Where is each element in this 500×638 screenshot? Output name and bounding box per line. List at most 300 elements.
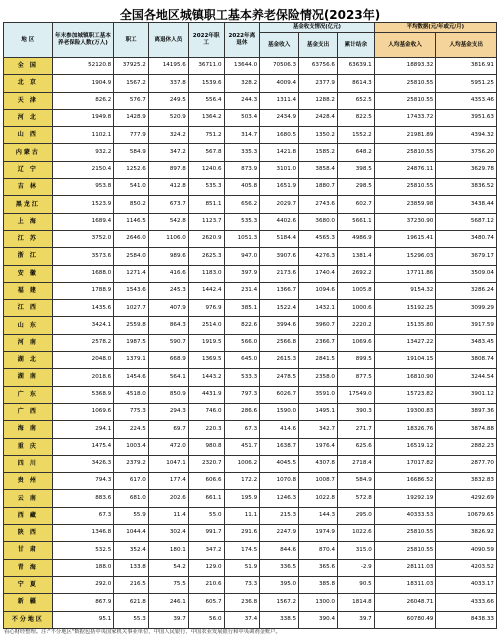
region-cell: 上 海 [4, 213, 53, 230]
value-cell: 1435.6 [52, 300, 114, 317]
page-title: 全国各地区城镇职工基本养老保险情况(2023年) [119, 8, 381, 22]
value-cell: 8438.33 [436, 611, 497, 628]
value-cell: 3836.52 [436, 179, 497, 196]
region-cell: 山 西 [4, 127, 53, 144]
header-participants: 年末参加城镇职工基本养老保险人数(万人) [52, 23, 114, 58]
value-cell: 4394.32 [436, 127, 497, 144]
value-cell: 947.0 [224, 248, 260, 265]
value-cell: 602.7 [338, 196, 375, 213]
value-cell: 1146.5 [114, 213, 149, 230]
value-cell: 564.1 [148, 369, 188, 386]
table-row [4, 352, 497, 369]
value-cell: 4333.66 [436, 594, 497, 611]
value-cell: 216.5 [114, 576, 149, 593]
value-cell: 2692.2 [338, 265, 375, 282]
region-cell: 重 庆 [4, 438, 53, 455]
value-cell: 1003.4 [114, 438, 149, 455]
value-cell: 414.6 [260, 421, 299, 438]
value-cell: 1689.4 [52, 213, 114, 230]
value-cell: 56.0 [188, 611, 224, 628]
value-cell: 390.4 [299, 611, 338, 628]
value-cell: 1252.6 [114, 161, 149, 178]
value-cell: 24876.11 [374, 161, 436, 178]
region-cell: 山 东 [4, 317, 53, 334]
value-cell: 1680.5 [260, 127, 299, 144]
value-cell: 5661.1 [338, 213, 375, 230]
value-cell: 584.9 [114, 144, 149, 161]
value-cell: 1022.8 [299, 490, 338, 507]
region-cell: 湖 南 [4, 369, 53, 386]
value-cell: 3680.0 [299, 213, 338, 230]
table-row [4, 542, 497, 559]
value-cell: 36711.0 [188, 58, 224, 75]
value-cell: 2428.4 [299, 109, 338, 126]
table-row [4, 58, 497, 75]
value-cell: 1300.0 [299, 594, 338, 611]
value-cell: 63639.1 [338, 58, 375, 75]
value-cell: 617.0 [114, 473, 149, 490]
value-cell: 1495.1 [299, 403, 338, 420]
region-cell: 新 疆 [4, 594, 53, 611]
value-cell: 15723.82 [374, 386, 436, 403]
value-cell: 25810.55 [374, 525, 436, 542]
value-cell: 822.5 [338, 109, 375, 126]
table-row [4, 525, 497, 542]
header-region: 地 区 [4, 23, 53, 58]
value-cell: 535.3 [224, 213, 260, 230]
value-cell: 25810.55 [374, 542, 436, 559]
value-cell: 95.1 [52, 611, 114, 628]
header-fund-group: 基金收支情况(亿元) [260, 23, 375, 33]
value-cell: 4518.0 [114, 386, 149, 403]
value-cell: 2559.8 [114, 317, 149, 334]
value-cell: 3438.44 [436, 196, 497, 213]
value-cell: 8614.3 [338, 75, 375, 92]
value-cell: 18326.76 [374, 421, 436, 438]
region-cell: 吉 林 [4, 179, 53, 196]
value-cell: 342.7 [299, 421, 338, 438]
value-cell: 2584.0 [114, 248, 149, 265]
table-row [4, 282, 497, 299]
value-cell: 1346.8 [52, 525, 114, 542]
value-cell: 13644.0 [224, 58, 260, 75]
value-cell: 5951.25 [436, 75, 497, 92]
value-cell: 6026.7 [260, 386, 299, 403]
value-cell: 286.6 [224, 403, 260, 420]
header-fund-expense: 基金支出 [299, 33, 338, 58]
value-cell: 39.7 [148, 611, 188, 628]
value-cell: 271.7 [338, 421, 375, 438]
value-cell: 989.6 [148, 248, 188, 265]
value-cell: 822.6 [224, 317, 260, 334]
value-cell: 18311.03 [374, 576, 436, 593]
value-cell: 3591.0 [299, 386, 338, 403]
table-row [4, 507, 497, 524]
table-row [4, 127, 497, 144]
value-cell: 1069.6 [338, 334, 375, 351]
value-cell: 133.8 [114, 559, 149, 576]
value-cell: 503.4 [224, 109, 260, 126]
value-cell: 3629.78 [436, 161, 497, 178]
region-cell: 安 徽 [4, 265, 53, 282]
value-cell: 14195.6 [148, 58, 188, 75]
value-cell: 4203.52 [436, 559, 497, 576]
value-cell: 867.9 [52, 594, 114, 611]
region-cell: 海 南 [4, 421, 53, 438]
value-cell: 412.8 [148, 179, 188, 196]
value-cell: 3994.6 [260, 317, 299, 334]
value-cell: 19615.41 [374, 230, 436, 247]
value-cell: 347.2 [188, 542, 224, 559]
region-cell: 贵 州 [4, 473, 53, 490]
value-cell: 2841.5 [299, 352, 338, 369]
region-cell: 甘 肃 [4, 542, 53, 559]
value-cell: 1443.2 [188, 369, 224, 386]
value-cell: 416.6 [148, 265, 188, 282]
value-cell: 652.5 [338, 92, 375, 109]
value-cell: 1288.2 [299, 92, 338, 109]
value-cell: 26048.71 [374, 594, 436, 611]
value-cell: 3101.0 [260, 161, 299, 178]
value-cell: 13427.22 [374, 334, 436, 351]
table-row [4, 559, 497, 576]
value-cell: 2366.7 [299, 334, 338, 351]
value-cell: 25810.55 [374, 179, 436, 196]
value-cell: 567.8 [188, 144, 224, 161]
region-cell: 全 国 [4, 58, 53, 75]
value-cell: 1381.4 [338, 248, 375, 265]
value-cell: 1567.2 [260, 594, 299, 611]
value-cell: 5184.4 [260, 230, 299, 247]
value-cell: 1421.8 [260, 144, 299, 161]
value-cell: 1814.8 [338, 594, 375, 611]
value-cell: 246.1 [148, 594, 188, 611]
value-cell: 3907.6 [260, 248, 299, 265]
value-cell: 3509.04 [436, 265, 497, 282]
table-row [4, 594, 497, 611]
value-cell: 4307.8 [299, 455, 338, 472]
value-cell: 51.9 [224, 559, 260, 576]
value-cell: 3679.17 [436, 248, 497, 265]
value-cell: 535.3 [188, 179, 224, 196]
value-cell: 1246.3 [260, 490, 299, 507]
value-cell: 3483.45 [436, 334, 497, 351]
value-cell: 25810.55 [374, 92, 436, 109]
value-cell: 365.6 [299, 559, 338, 576]
region-cell: 湖 北 [4, 352, 53, 369]
value-cell: 315.0 [338, 542, 375, 559]
table-row [4, 455, 497, 472]
table-row [4, 334, 497, 351]
value-cell: 335.3 [224, 144, 260, 161]
header-retirees-2022: 2022年离退休 [224, 23, 260, 58]
value-cell: 1976.4 [299, 438, 338, 455]
region-cell: 陕 西 [4, 525, 53, 542]
value-cell: 2358.0 [299, 369, 338, 386]
region-cell: 河 北 [4, 109, 53, 126]
value-cell: 405.8 [224, 179, 260, 196]
value-cell: 407.9 [148, 300, 188, 317]
region-cell: 河 南 [4, 334, 53, 351]
region-cell: 北 京 [4, 75, 53, 92]
value-cell: 25810.55 [374, 75, 436, 92]
value-cell: 397.9 [224, 265, 260, 282]
value-cell: 1070.8 [260, 473, 299, 490]
value-cell: 1651.9 [260, 179, 299, 196]
value-cell: 533.3 [224, 369, 260, 386]
value-cell: 1027.7 [114, 300, 149, 317]
value-cell: 850.9 [148, 386, 188, 403]
value-cell: 4431.9 [188, 386, 224, 403]
value-cell: 520.9 [148, 109, 188, 126]
value-cell: 11.4 [148, 507, 188, 524]
value-cell: 3573.6 [52, 248, 114, 265]
value-cell: 15192.25 [374, 300, 436, 317]
value-cell: 1094.6 [299, 282, 338, 299]
value-cell: 3901.12 [436, 386, 497, 403]
table-row [4, 300, 497, 317]
value-cell: 1987.5 [114, 334, 149, 351]
value-cell: 850.2 [114, 196, 149, 213]
value-cell: 90.5 [338, 576, 375, 593]
value-cell: 324.2 [148, 127, 188, 144]
value-cell: 2320.7 [188, 455, 224, 472]
value-cell: 16810.90 [374, 369, 436, 386]
value-cell: 17433.72 [374, 109, 436, 126]
table-row [4, 161, 497, 178]
value-cell: 4090.59 [436, 542, 497, 559]
value-cell: 1428.9 [114, 109, 149, 126]
value-cell: 2434.9 [260, 109, 299, 126]
value-cell: 398.5 [338, 161, 375, 178]
value-cell: 25810.55 [374, 144, 436, 161]
value-cell: 3426.3 [52, 455, 114, 472]
region-cell: 天 津 [4, 92, 53, 109]
value-cell: 337.8 [148, 75, 188, 92]
value-cell: 953.8 [52, 179, 114, 196]
value-cell: 28111.03 [374, 559, 436, 576]
value-cell: 39.7 [338, 611, 375, 628]
value-cell: 336.5 [260, 559, 299, 576]
value-cell: 2018.6 [52, 369, 114, 386]
value-cell: -2.9 [338, 559, 375, 576]
value-cell: 932.2 [52, 144, 114, 161]
region-cell: 辽 宁 [4, 161, 53, 178]
value-cell: 298.5 [338, 179, 375, 196]
table-row [4, 576, 497, 593]
value-cell: 1379.1 [114, 352, 149, 369]
value-cell: 1585.2 [299, 144, 338, 161]
value-cell: 347.2 [148, 144, 188, 161]
header-staff: 职工 [114, 23, 149, 58]
value-cell: 4045.5 [260, 455, 299, 472]
value-cell: 1069.6 [52, 403, 114, 420]
value-cell: 3480.74 [436, 230, 497, 247]
value-cell: 621.8 [114, 594, 149, 611]
value-cell: 3816.91 [436, 58, 497, 75]
value-cell: 4276.3 [299, 248, 338, 265]
value-cell: 2615.3 [260, 352, 299, 369]
value-cell: 2514.0 [188, 317, 224, 334]
value-cell: 1788.9 [52, 282, 114, 299]
value-cell: 1364.2 [188, 109, 224, 126]
table-row [4, 213, 497, 230]
value-cell: 294.1 [52, 421, 114, 438]
value-cell: 177.4 [148, 473, 188, 490]
value-cell: 1454.6 [114, 369, 149, 386]
value-cell: 3960.7 [299, 317, 338, 334]
value-cell: 556.4 [188, 92, 224, 109]
value-cell: 23859.98 [374, 196, 436, 213]
table-row [4, 421, 497, 438]
value-cell: 54.2 [148, 559, 188, 576]
value-cell: 1183.0 [188, 265, 224, 282]
table-row [4, 490, 497, 507]
value-cell: 1271.4 [114, 265, 149, 282]
value-cell: 295.0 [338, 507, 375, 524]
value-cell: 451.7 [224, 438, 260, 455]
value-cell: 174.5 [224, 542, 260, 559]
value-cell: 4402.6 [260, 213, 299, 230]
value-cell: 3099.29 [436, 300, 497, 317]
table-row [4, 248, 497, 265]
region-cell: 云 南 [4, 490, 53, 507]
region-cell: 江 苏 [4, 230, 53, 247]
value-cell: 1000.6 [338, 300, 375, 317]
table-row [4, 369, 497, 386]
value-cell: 472.0 [148, 438, 188, 455]
header-retirees: 离退休人员 [148, 23, 188, 58]
value-cell: 3286.24 [436, 282, 497, 299]
region-cell: 广 西 [4, 403, 53, 420]
value-cell: 4033.17 [436, 576, 497, 593]
value-cell: 19292.19 [374, 490, 436, 507]
value-cell: 1475.4 [52, 438, 114, 455]
value-cell: 3832.83 [436, 473, 497, 490]
value-cell: 1311.4 [260, 92, 299, 109]
value-cell: 21981.89 [374, 127, 436, 144]
value-cell: 3424.1 [52, 317, 114, 334]
value-cell: 40333.53 [374, 507, 436, 524]
value-cell: 37925.2 [114, 58, 149, 75]
value-cell: 67.3 [52, 507, 114, 524]
value-cell: 2478.5 [260, 369, 299, 386]
value-cell: 590.7 [148, 334, 188, 351]
value-cell: 1442.4 [188, 282, 224, 299]
value-cell: 385.1 [224, 300, 260, 317]
value-cell: 1638.7 [260, 438, 299, 455]
value-cell: 11.1 [224, 507, 260, 524]
value-cell: 55.9 [114, 507, 149, 524]
value-cell: 1590.0 [260, 403, 299, 420]
value-cell: 1123.7 [188, 213, 224, 230]
value-cell: 2620.9 [188, 230, 224, 247]
value-cell: 210.6 [188, 576, 224, 593]
value-cell: 291.6 [224, 525, 260, 542]
value-cell: 1880.7 [299, 179, 338, 196]
value-cell: 1543.6 [114, 282, 149, 299]
value-cell: 144.3 [299, 507, 338, 524]
value-cell: 17549.0 [338, 386, 375, 403]
value-cell: 980.8 [188, 438, 224, 455]
value-cell: 656.2 [224, 196, 260, 213]
value-cell: 2029.7 [260, 196, 299, 213]
value-cell: 180.1 [148, 542, 188, 559]
value-cell: 572.8 [338, 490, 375, 507]
value-cell: 1522.4 [260, 300, 299, 317]
region-cell: 黑龙江 [4, 196, 53, 213]
value-cell: 220.3 [188, 421, 224, 438]
value-cell: 1740.4 [299, 265, 338, 282]
value-cell: 3752.0 [52, 230, 114, 247]
value-cell: 1047.1 [148, 455, 188, 472]
table-row [4, 196, 497, 213]
value-cell: 1366.7 [260, 282, 299, 299]
table-body [4, 58, 497, 629]
value-cell: 976.9 [188, 300, 224, 317]
value-cell: 19300.83 [374, 403, 436, 420]
value-cell: 1350.2 [299, 127, 338, 144]
value-cell: 661.1 [188, 490, 224, 507]
value-cell: 60780.49 [374, 611, 436, 628]
value-cell: 16686.52 [374, 473, 436, 490]
value-cell: 864.3 [148, 317, 188, 334]
value-cell: 328.2 [224, 75, 260, 92]
value-cell: 63756.6 [299, 58, 338, 75]
value-cell: 1369.5 [188, 352, 224, 369]
value-cell: 2377.9 [299, 75, 338, 92]
region-cell: 江 西 [4, 300, 53, 317]
value-cell: 1240.6 [188, 161, 224, 178]
value-cell: 645.0 [224, 352, 260, 369]
value-cell: 352.4 [114, 542, 149, 559]
value-cell: 3858.4 [299, 161, 338, 178]
value-cell: 3897.36 [436, 403, 497, 420]
value-cell: 775.3 [114, 403, 149, 420]
value-cell: 231.4 [224, 282, 260, 299]
value-cell: 1022.6 [338, 525, 375, 542]
table-row [4, 386, 497, 403]
value-cell: 9154.32 [374, 282, 436, 299]
value-cell: 236.8 [224, 594, 260, 611]
value-cell: 188.0 [52, 559, 114, 576]
value-cell: 2566.8 [260, 334, 299, 351]
value-cell: 873.9 [224, 161, 260, 178]
value-cell: 224.5 [114, 421, 149, 438]
value-cell: 1006.2 [224, 455, 260, 472]
value-cell: 1005.8 [338, 282, 375, 299]
value-cell: 4009.4 [260, 75, 299, 92]
value-cell: 3756.20 [436, 144, 497, 161]
value-cell: 1539.6 [188, 75, 224, 92]
value-cell: 794.3 [52, 473, 114, 490]
value-cell: 385.8 [299, 576, 338, 593]
region-cell: 不分地区 [4, 611, 53, 628]
value-cell: 3244.54 [436, 369, 497, 386]
value-cell: 67.3 [224, 421, 260, 438]
value-cell: 17017.82 [374, 455, 436, 472]
pension-table [3, 22, 497, 629]
value-cell: 19104.15 [374, 352, 436, 369]
region-cell: 四 川 [4, 455, 53, 472]
value-cell: 16519.12 [374, 438, 436, 455]
value-cell: 294.3 [148, 403, 188, 420]
header-avg-income: 人均基金收入 [374, 33, 436, 58]
value-cell: 668.9 [148, 352, 188, 369]
value-cell: 5368.9 [52, 386, 114, 403]
value-cell: 851.1 [188, 196, 224, 213]
value-cell: 991.7 [188, 525, 224, 542]
